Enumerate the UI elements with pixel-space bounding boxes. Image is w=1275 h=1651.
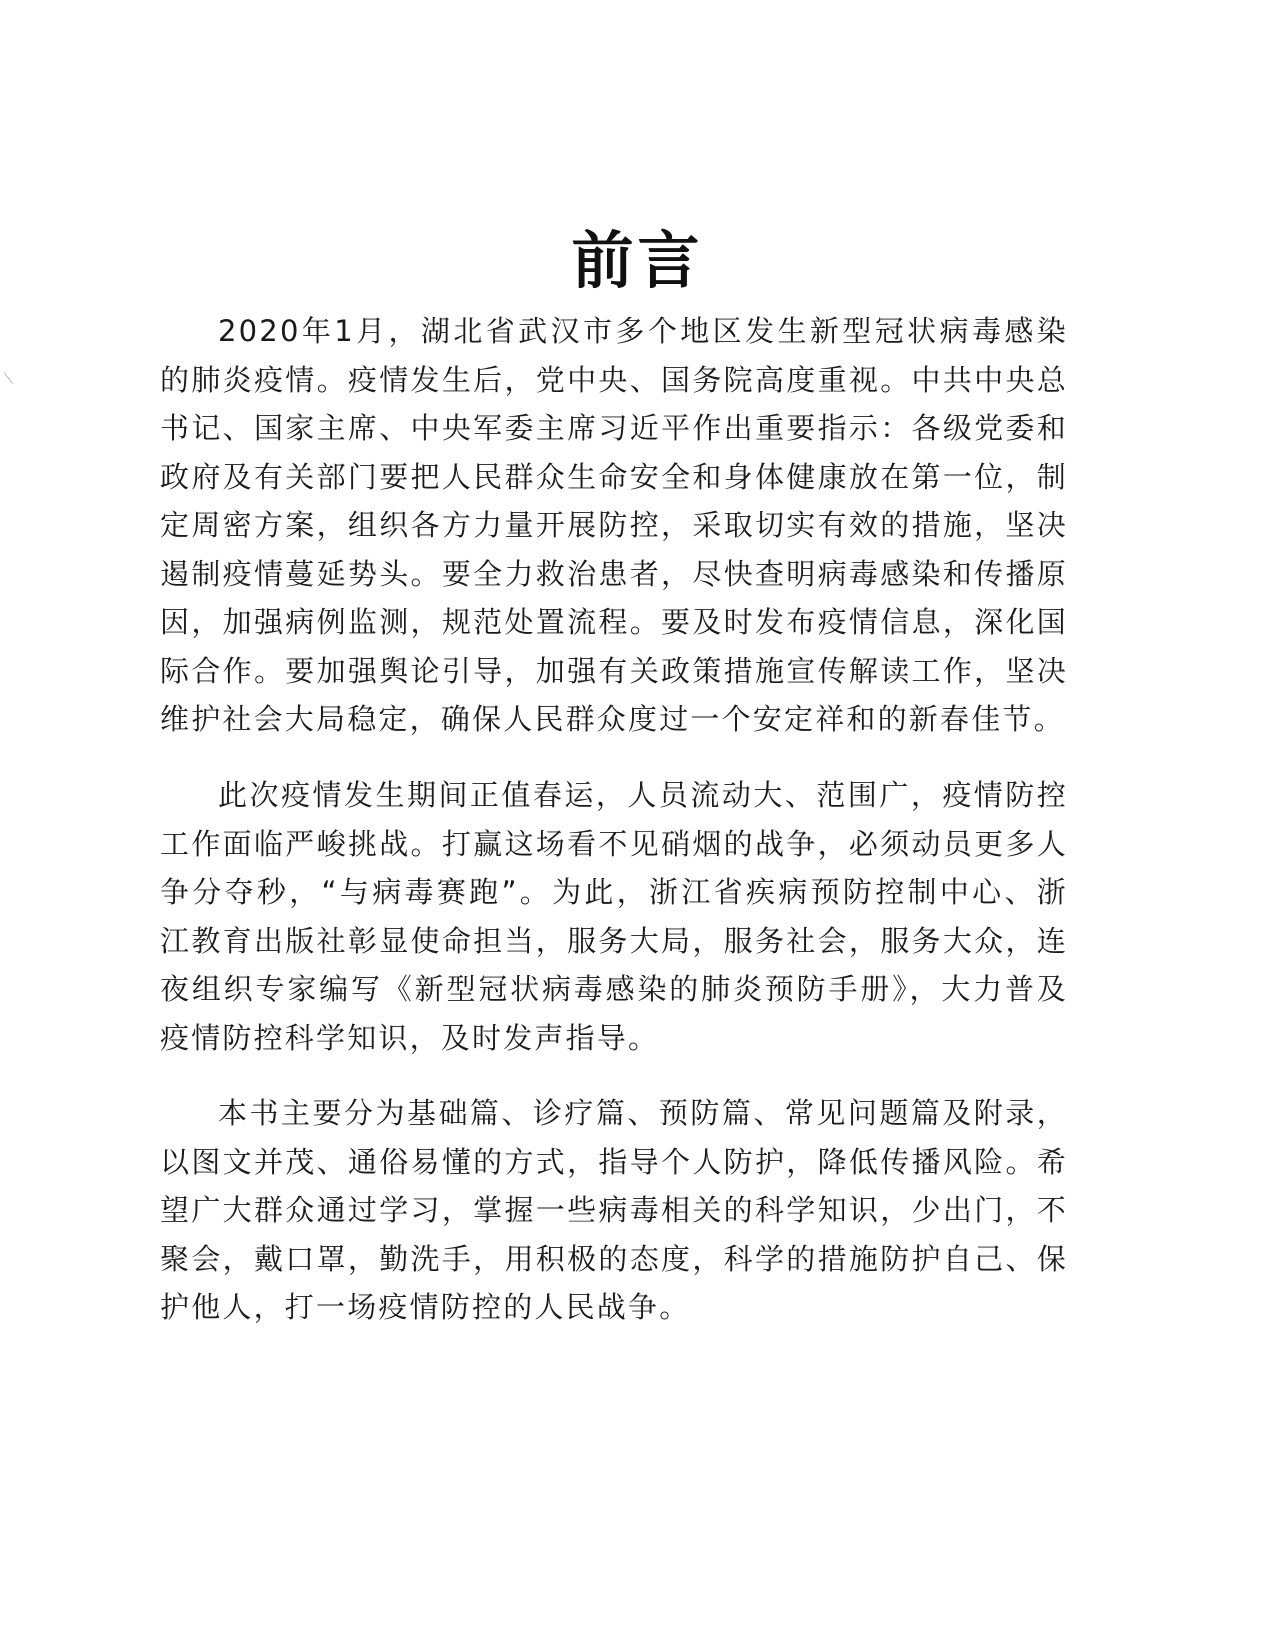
paragraph-2: 此次疫情发生期间正值春运，人员流动大、范围广，疫情防控工作面临严峻挑战。打赢这场看不见硝烟的战争，必须动员更多人争分夺秒，“与病毒赛跑”。为此，浙江省疾病预防控制中心、浙江教育出版社彰显使命担当，服务大局，服务社会，服务大众，连夜组织专家编写《新型冠状病毒感染的肺炎预防手册》，大力普及疫情防控科学知识，及时发声指导。 [160,778,1068,1055]
paragraph-3: 本书主要分为基础篇、诊疗篇、预防篇、常见问题篇及附录，以图文并茂、通俗易懂的方式，指导个人防护，降低传播风险。希望广大群众通过学习，掌握一些病毒相关的科学知识，少出门，不聚会，戴口罩，勤洗手，用积极的态度，科学的措施防护自己、保护他人，打一场疫情防控的人民战争。 [160,1096,1068,1324]
paragraph-1: 2020年1月，湖北省武汉市多个地区发生新型冠状病毒感染的肺炎疫情。疫情发生后，党中央、国务院高度重视。中共中央总书记、国家主席、中央军委主席习近平作出重要指示：各级党委和政府及有关部门要把人民群众生命安全和身体健康放在第一位，制定周密方案，组织各方力量开展防控，采取切实有效的措施，坚决遏制疫情蔓延势头。要全力救治患者，尽快查明病毒感染和传播原因，加强病例监测，规范处置流程。要及时发布疫情信息，深化国际合作。要加强舆论引导，加强有关政策措施宣传解读工作，坚决维护社会大局稳定，确保人民群众度过一个安定祥和的新春佳节。 [160,314,1068,736]
scan-edge-mark [4,372,13,384]
page-title: 前言 [571,223,704,297]
